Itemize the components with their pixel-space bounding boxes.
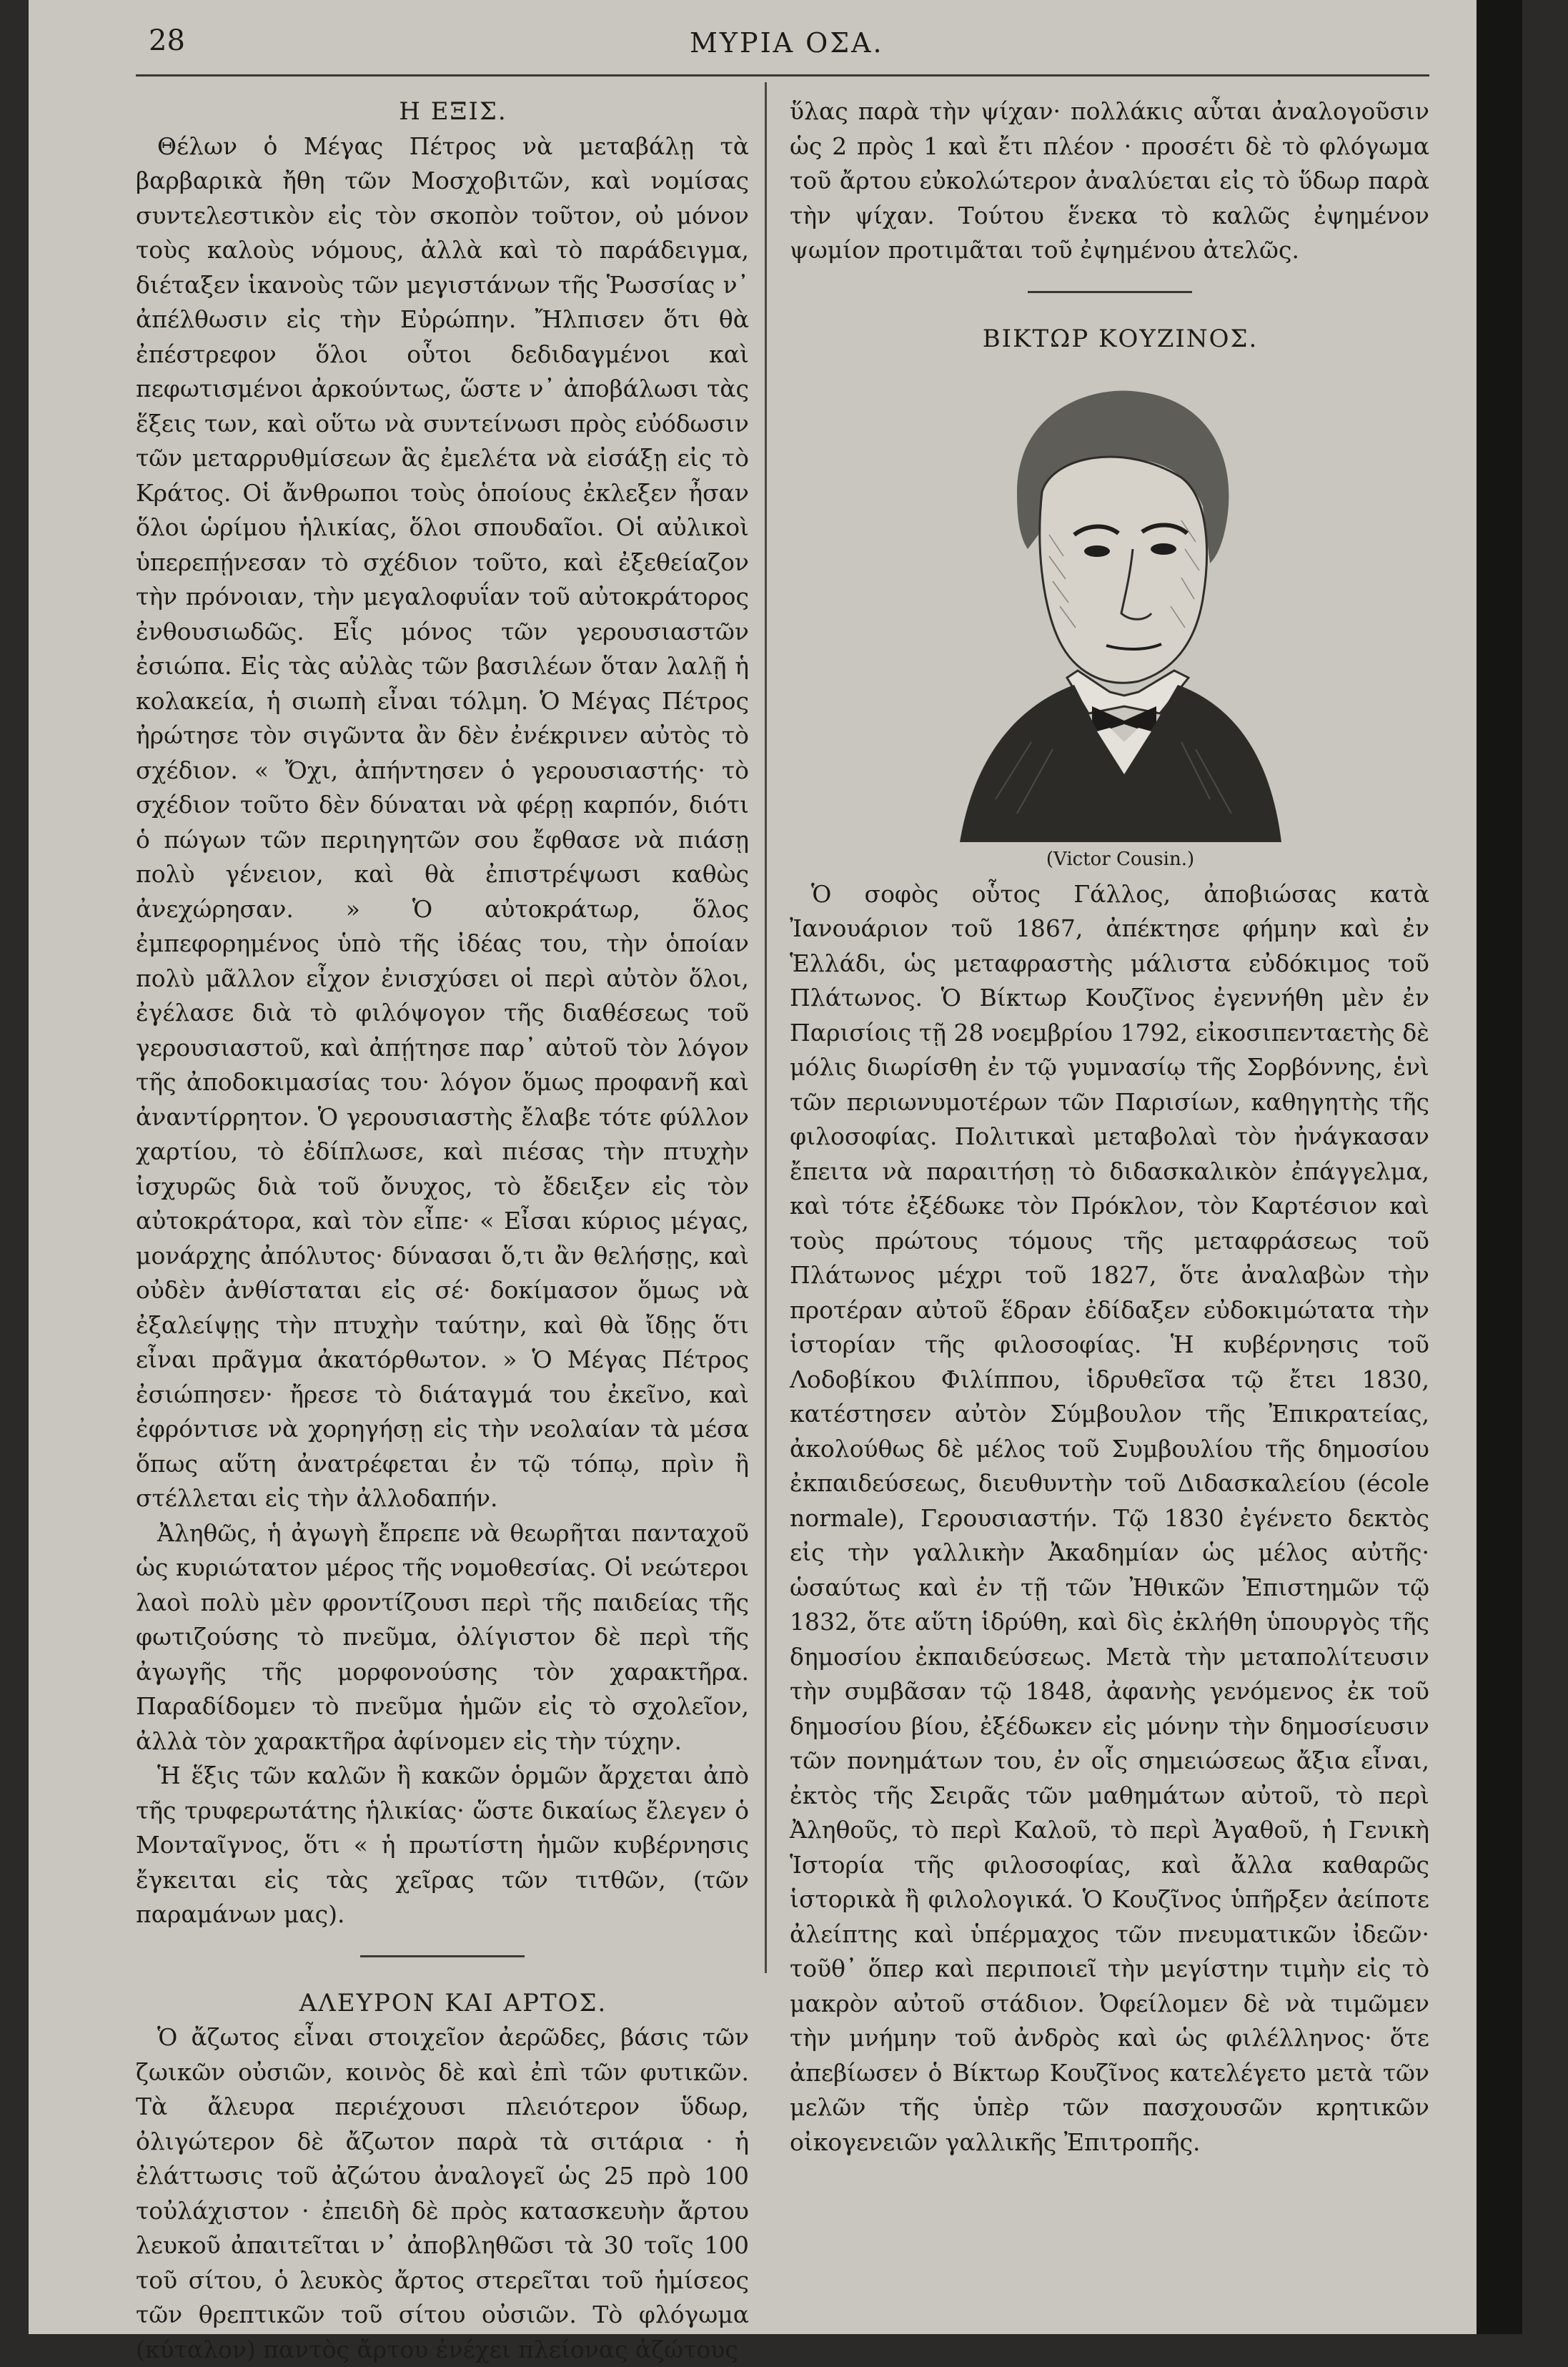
right-column bbox=[790, 94, 1429, 2160]
portrait-illustration bbox=[910, 370, 1310, 842]
page-number: 28 bbox=[149, 24, 185, 57]
portrait-caption: (Victor Cousin.) bbox=[1046, 849, 1195, 870]
magazine-page bbox=[29, 0, 1522, 2363]
section-divider bbox=[1028, 291, 1192, 293]
article-paragraph: Ἡ ἕξις τῶν καλῶν ἢ κακῶν ὁρμῶν ἄρχεται ἀπὸ τῆς τρυφερωτάτης ἡλικίας· ὥστε δικαίως ἔλεγεν ὁ Μονταῖγνος, ὅτι « ἡ πρωτίστη ἡμῶν κυβέρνησις ἔγκειται εἰς τὰς χεῖρας τῶν τιτθῶν, (τῶν παραμάνων μας). bbox=[136, 1761, 749, 1928]
left-column bbox=[136, 94, 749, 2367]
article-title-cousin: ΒΙΚΤΩΡ ΚΟΥΖΙΝΟΣ. bbox=[982, 324, 1259, 353]
article-title-aleuron: ΑΛΕΥΡΟΝ ΚΑΙ ΑΡΤΟΣ. bbox=[299, 1988, 607, 2017]
article-paragraph: Ἀληθῶς, ἡ ἀγωγὴ ἔπρεπε νὰ θεωρῆται πανταχοῦ ὡς κυριώτατον μέρος τῆς νομοθεσίας. Οἱ νεώτεροι λαοὶ πολὺ μὲν φροντίζουσι περὶ τῆς παιδείας τῆς φωτιζούσης τὸ πνεῦμα, ὀλίγιστον δὲ περὶ τῆς ἀγωγῆς τῆς μορφονούσης τὸν χαρακτῆρα. Παραδίδομεν τὸ πνεῦμα ἡμῶν εἰς τὸ σχολεῖον, ἀλλὰ τὸν χαρακτῆρα ἀφίνομεν εἰς τὴν τύχην. bbox=[136, 1518, 749, 1755]
article-paragraph: Θέλων ὁ Μέγας Πέτρος νὰ μεταβάλῃ τὰ βαρβαρικὰ ἤθη τῶν Μοσχοβιτῶν, καὶ νομίσας συντελεστικὸν εἰς τὸν σκοπὸν τοῦτον, οὐ μόνον τοὺς καλοὺς νόμους, ἀλλὰ καὶ τὸ παράδειγμα, διέταξεν ἱκανοὺς τῶν μεγιστάνων τῆς Ῥωσσίας ν᾽ ἀπέλθωσιν εἰς τὴν Εὐρώπην. Ἤλπισεν ὅτι θὰ ἐπέστρεφον ὅλοι οὗτοι δεδιδαγμένοι καὶ πεφωτισμένοι ἀρκούντως, ὥστε ν᾽ ἀποβάλωσι τὰς ἕξεις των, καὶ οὕτω νὰ συντείνωσι πρὸς εὐόδωσιν τῶν μεταρρυθμίσεων ἃς ἐμελέτα νὰ εἰσάξῃ εἰς τὸ Κράτος. Οἱ ἄνθρωποι τοὺς ὁποίους ἐκλεξεν ἦσαν ὅλοι ὡρίμου ἡλικίας, ὅλοι σπουδαῖοι. Οἱ αὐλικοὶ ὑπερεπῄνεσαν τὸ σχέδιον τοῦτο, καὶ ἐξεθείαζον τὴν πρόνοιαν, τὴν μεγαλοφυΐαν τοῦ αὐτοκράτορος ἐνθουσιωδῶς. Εἷς μόνος τῶν γερουσιαστῶν ἐσιώπα. Εἰς τὰς αὐλὰς τῶν βασιλέων ὅταν λαλῇ ἡ κολακεία, ἡ σιωπὴ εἶναι τόλμη. Ὁ Μέγας Πέτρος ἠρώτησε τὸν σιγῶντα ἂν δὲν ἐνέκρινεν αὐτὸς τὸ σχέδιον. « Ὄχι, ἀπήντησεν ὁ γερουσιαστής· τὸ σχέδιον τοῦτο δὲν δύναται νὰ φέρῃ καρπόν, διότι ὁ πώγων τῶν περιηγητῶν σου ἔφθασε νὰ πιάσῃ πολὺ γένειον, καὶ θὰ ἐπιστρέψωσι καθὼς ἀνεχώρησαν. » Ὁ αὐτοκράτωρ, ὅλος ἐμπεφορημένος ὑπὸ τῆς ἰδέας του, τὴν ὁποίαν πολὺ μᾶλλον εἶχον ἐνισχύσει οἱ περὶ αὐτὸν ὅλοι, ἐγέλασε διὰ τὸ φιλόψογον τῆς διαθέσεως τοῦ γερουσιαστοῦ, καὶ ἀπῄτησε παρ᾽ αὐτοῦ τὸν λόγον τῆς ἀποδοκιμασίας του· λόγον ὅμως προφανῆ καὶ ἀναντίρρητον. Ὁ γερουσιαστὴς ἔλαβε τότε φύλλον χαρτίου, τὸ ἐδίπλωσε, καὶ πιέσας τὴν πτυχὴν ἰσχυρῶς διὰ τοῦ ὄνυχος, τὸ ἔδειξεν εἰς τὸν αὐτοκράτορα, καὶ τὸν εἶπε· « Εἶσαι κύριος μέγας, μονάρχης ἀπόλυτος· δύνασαι ὅ,τι ἂν θελήσῃς, καὶ οὐδὲν ἀνθίσταται εἰς σέ· δοκίμασον ὅμως νὰ ἐξαλείψῃς τὴν πτυχὴν ταύτην, καὶ θὰ ἴδῃς ὅτι εἶναι πρᾶγμα ἀκατόρθωτον. » Ὁ Μέγας Πέτρος ἐσιώπησεν· ἤρεσε τὸ διάταγμά του ἐκεῖνο, καὶ ἐφρόντισε νὰ χορηγήσῃ εἰς τὴν νεολαίαν τὰ μέσα ὅπως αὕτη ἀνατρέφεται ἐν τῷ τόπῳ, πρὶν ἢ στέλλεται εἰς τὴν ἀλλοδαπήν. bbox=[136, 132, 749, 1512]
book-spine-edge bbox=[1477, 0, 1522, 2334]
article-paragraph: Ὁ ἄζωτος εἶναι στοιχεῖον ἀερῶδες, βάσις τῶν ζωικῶν οὐσιῶν, κοινὸς δὲ καὶ ἐπὶ τῶν φυτικῶν. Τὰ ἄλευρα περιέχουσι πλειότερον ὕδωρ, ὀλιγώτερον δὲ ἄζωτον παρὰ τὰ σιτάρια · ἡ ἐλάττωσις τοῦ ἀζώτου ἀναλογεῖ ὡς 25 πρὸ 100 τοὐλάχιστον · ἐπειδὴ δὲ πρὸς κατασκευὴν ἄρτου λευκοῦ ἀπαιτεῖται ν᾽ ἀποβληθῶσι τὰ 30 τοῖς 100 τοῦ σίτου, ὁ λευκὸς ἄρτος στερεῖται τοῦ ἡμίσεος τῶν θρεπτικῶν τοῦ σίτου οὐσιῶν. Τὸ φλόγωμα (κύταλον) παντὸς ἄρτου ἐνέχει πλείονας ἀζώτους bbox=[136, 2023, 749, 2363]
header-rule bbox=[136, 74, 1429, 76]
article-title-exis: Η ΕΞΙΣ. bbox=[399, 97, 507, 126]
running-title: ΜΥΡΙΑ ΟΣΑ. bbox=[690, 27, 884, 59]
portrait-engraving bbox=[910, 370, 1310, 842]
article-paragraph: Ὁ σοφὸς οὗτος Γάλλος, ἀποβιώσας κατὰ Ἰανουάριον τοῦ 1867, ἀπέκτησε φήμην καὶ ἐν Ἑλλάδι, ὡς μεταφραστὴς μάλιστα εὐδόκιμος τοῦ Πλάτωνος. Ὁ Βίκτωρ Κουζῖνος ἐγεννήθη μὲν ἐν Παρισίοις τῇ 28 νοεμβρίου 1792, εἰκοσιπενταετὴς δὲ μόλις διωρίσθη ἐν τῷ γυμνασίῳ τῆς Σορβόννης, ἑνὶ τῶν περιωνυμοτέρων τῶν Παρισίων, καθηγητὴς τῆς φιλοσοφίας. Πολιτικαὶ μεταβολαὶ τὸν ἠνάγκασαν ἔπειτα νὰ παραιτήσῃ τὸ διδασκαλικὸν ἐπάγγελμα, καὶ τότε ἐξέδωκε τὸν Πρόκλον, τὸν Καρτέσιον καὶ τοὺς πρώτους τόμους τῆς μεταφράσεως τοῦ Πλάτωνος μέχρι τοῦ 1827, ὅτε ἀναλαβὼν τὴν προτέραν αὐτοῦ ἕδραν ἐδίδαξεν εὐδοκιμώτατα τὴν ἱστορίαν τῆς φιλοσοφίας. Ἡ κυβέρνησις τοῦ Λοδοβίκου Φιλίππου, ἱδρυθεῖσα τῷ ἔτει 1830, κατέστησεν αὐτὸν Σύμβουλον τῆς Ἐπικρατείας, ἀκολούθως δὲ μέλος τοῦ Συμβουλίου τῆς δημοσίου ἐκπαιδεύσεως, διευθυντὴν τοῦ Διδασκαλείου (école normale), Γερουσιαστήν. Τῷ 1830 ἐγένετο δεκτὸς εἰς τὴν γαλλικὴν Ἀκαδημίαν ὡς μέλος αὐτῆς· ὡσαύτως καὶ ἐν τῇ τῶν Ἠθικῶν Ἐπιστημῶν τῷ 1832, ὅτε αὕτη ἱδρύθη, καὶ δὶς ἐκλήθη ὑπουργὸς τῆς δημοσίου ἐκπαιδεύσεως. Μετὰ τὴν μεταπολίτευσιν τὴν συμβᾶσαν τῷ 1848, ἀφανὴς γενόμενος ἐκ τοῦ δημοσίου βίου, ἐξέδωκεν εἰς μόνην τὴν δημοσίευσιν τῶν πονημάτων του, ἐν οἷς σημειώσεως ἄξια εἶναι, ἐκτὸς τῆς Σειρᾶς τῶν μαθημάτων αὐτοῦ, τὸ περὶ Ἀληθοῦς, τὸ περὶ Καλοῦ, τὸ περὶ Ἀγαθοῦ, ἡ Γενικὴ Ἱστορία τῆς φιλοσοφίας, καὶ ἄλλα καθαρῶς ἱστορικὰ ἢ φιλολογικά. Ὁ Κουζῖνος ὑπῆρξεν ἀείποτε ἀλείπτης καὶ ὑπέρμαχος τῶν πνευματικῶν ἰδεῶν· τοῦθ᾽ ὅπερ καὶ περιποιεῖ τὴν μεγίστην τιμὴν εἰς τὸ μακρὸν αὐτοῦ στάδιον. Ὀφείλομεν δὲ νὰ τιμῶμεν τὴν μνήμην τοῦ ἀνδρὸς καὶ ὡς φιλέλληνος· ὅτε ἀπεβίωσεν ὁ Βίκτωρ Κουζῖνος κατελέγετο μετὰ τῶν μελῶν τῆς ὑπὲρ τῶν πασχουσῶν κρητικῶν οἰκογενειῶν γαλλικῆς Ἐπιτροπῆς. bbox=[790, 879, 1429, 2156]
section-divider bbox=[360, 1955, 525, 1957]
article-continuation: ὕλας παρὰ τὴν ψίχαν· πολλάκις αὗται ἀναλογοῦσιν ὡς 2 πρὸς 1 καὶ ἔτι πλέον · προσέτι δὲ τὸ φλόγωμα τοῦ ἄρτου εὐκολώτερον ἀναλύεται εἰς τὸ ὕδωρ παρὰ τὴν ψίχαν. Τούτου ἕνεκα τὸ καλῶς ἐψημένον ψωμίον προτιμᾶται τοῦ ἐψημένου ἀτελῶς. bbox=[790, 97, 1429, 264]
column-divider bbox=[765, 82, 767, 1973]
page-header bbox=[29, 17, 1522, 67]
